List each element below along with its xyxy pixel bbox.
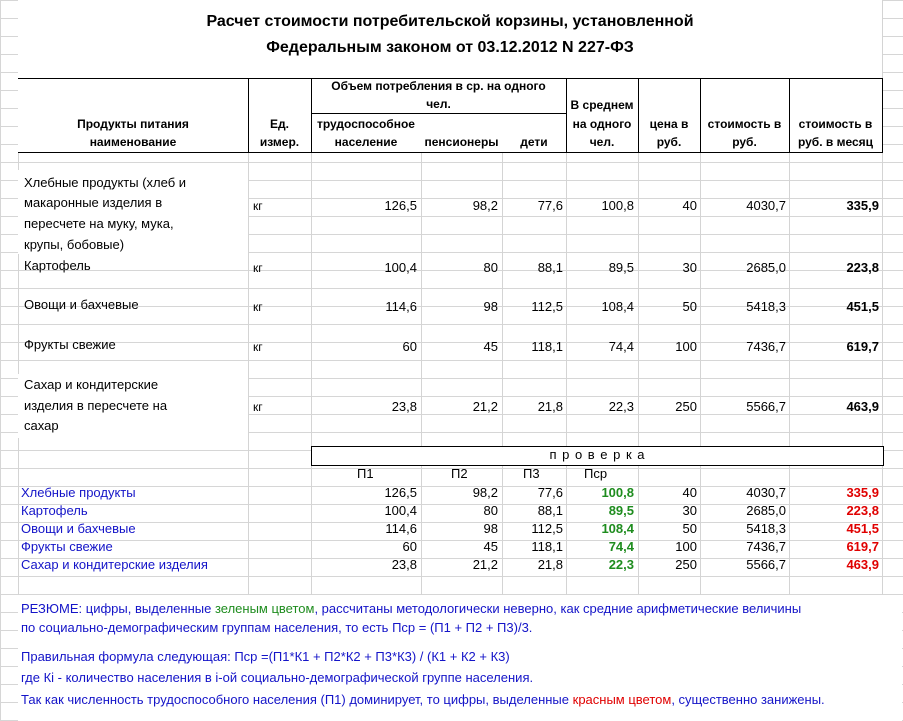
check-row-cost: 5566,7	[746, 557, 786, 572]
row-avg: 22,3	[608, 399, 634, 414]
row-name-line: изделия в пересчете на	[24, 398, 168, 413]
check-row-name: Фрукты свежие	[21, 539, 113, 554]
check-row-name: Овощи и бахчевые	[21, 521, 136, 536]
check-row-price: 50	[682, 521, 697, 536]
row-name-line: крупы, бобовые)	[24, 237, 125, 252]
resume-line-1: РЕЗЮМЕ: цифры, выделенные зеленым цветом, рассчитаны методологически неверно, как средние арифметические величины	[21, 601, 802, 616]
row-avg: 100,8	[601, 198, 634, 213]
row-unit: кг	[253, 340, 263, 354]
resume-line-2: по социально-демографическим группам населения, то есть Пср = (П1 + П2 + П3)/3.	[21, 620, 533, 635]
row-avg: 108,4	[601, 299, 634, 314]
header-avg-line3: чел.	[589, 135, 615, 149]
check-row-cost: 4030,7	[746, 485, 786, 500]
row-cost: 2685,0	[746, 260, 786, 275]
row-name-line: макаронные изделия в	[24, 195, 163, 210]
row-p3: 77,6	[537, 198, 563, 213]
check-col-p3: П3	[523, 466, 540, 481]
check-row-p3: 118,1	[531, 539, 563, 554]
row-name-line: пересчете на муку, мука,	[24, 216, 174, 231]
row-avg: 89,5	[608, 260, 634, 275]
check-row-p1: 60	[402, 539, 417, 554]
header-avg-line2: на одного	[572, 117, 632, 131]
check-col-p2: П2	[451, 466, 468, 481]
check-title: п р о в е р к а	[549, 447, 646, 462]
row-name-line: сахар	[24, 418, 59, 433]
row-p1: 100,4	[384, 260, 417, 275]
row-name-line: Картофель	[24, 258, 91, 273]
row-name-line: Хлебные продукты (хлеб и	[24, 175, 187, 190]
check-row-p1: 100,4	[384, 503, 417, 518]
row-name-line: Фрукты свежие	[24, 337, 116, 352]
check-row-p3: 21,8	[537, 557, 563, 572]
check-row-cost: 7436,7	[746, 539, 786, 554]
check-row-p2: 45	[483, 539, 498, 554]
check-row-p1: 126,5	[384, 485, 417, 500]
header-pensioners: пенсионеры	[424, 135, 499, 149]
check-col-avg: Пср	[584, 466, 608, 481]
resume-green-text: зеленым цветом	[214, 601, 315, 616]
check-row-month: 451,5	[846, 521, 879, 536]
row-month: 451,5	[846, 299, 879, 314]
row-p3: 21,8	[537, 399, 563, 414]
check-row-p2: 21,2	[472, 557, 498, 572]
check-row-avg: 74,4	[608, 539, 634, 554]
header-children: дети	[520, 135, 548, 149]
header-unit-line1: Ед.	[270, 117, 289, 131]
row-p2: 98,2	[472, 198, 498, 213]
row-avg: 74,4	[608, 339, 634, 354]
row-price: 50	[682, 299, 697, 314]
check-row-cost: 5418,3	[746, 521, 786, 536]
header-unit-line2: измер.	[259, 135, 300, 149]
title-line-2: Федеральным законом от 03.12.2012 N 227-ФЗ	[266, 39, 634, 56]
check-col-p1: П1	[357, 466, 374, 481]
formula-note: Правильная формула следующая: Пср =(П1*К1 + П2*К2 + П3*К3) / (К1 + К2 + К3)	[21, 649, 510, 664]
check-row-month: 619,7	[846, 539, 879, 554]
row-price: 100	[675, 339, 697, 354]
check-row-price: 100	[675, 539, 697, 554]
header-price-line1: цена в	[649, 117, 689, 131]
check-row-avg: 108,4	[601, 521, 634, 536]
header-avg-line1: В среднем	[570, 98, 634, 112]
check-row-p3: 112,5	[531, 521, 563, 536]
check-row-name: Картофель	[21, 503, 88, 518]
check-row-p3: 77,6	[537, 485, 563, 500]
header-volume-line1: Объем потребления в ср. на одного	[331, 79, 546, 93]
final-red-text: красным цветом	[572, 692, 672, 707]
check-row-name: Сахар и кондитерские изделия	[21, 557, 208, 572]
row-month: 619,7	[846, 339, 879, 354]
row-cost: 4030,7	[746, 198, 786, 213]
final-note: Так как численность трудоспособного населения (П1) доминирует, то цифры, выделенные красным цветом, существенно занижены.	[21, 692, 825, 707]
check-row-month: 335,9	[846, 485, 879, 500]
row-month: 335,9	[846, 198, 879, 213]
check-row-p3: 88,1	[537, 503, 563, 518]
row-month: 223,8	[846, 260, 879, 275]
row-cost: 5418,3	[746, 299, 786, 314]
check-row-price: 30	[682, 503, 697, 518]
check-row-p1: 114,6	[385, 521, 417, 536]
row-price: 40	[682, 198, 697, 213]
row-unit: кг	[253, 300, 263, 314]
row-name-line: Овощи и бахчевые	[24, 297, 139, 312]
header-cost-line2: руб.	[732, 135, 757, 149]
check-row-avg: 89,5	[608, 503, 634, 518]
row-p3: 88,1	[537, 260, 563, 275]
header-month-line1: стоимость в	[798, 117, 873, 131]
row-p3: 118,1	[531, 339, 563, 354]
header-product-line1: Продукты питания	[77, 117, 189, 131]
row-month: 463,9	[846, 399, 879, 414]
row-cost: 7436,7	[746, 339, 786, 354]
check-row-name: Хлебные продукты	[21, 485, 136, 500]
check-row-p2: 98,2	[472, 485, 498, 500]
header-working-line2: население	[334, 135, 398, 149]
header-price-line2: руб.	[656, 135, 682, 149]
row-p2: 80	[483, 260, 498, 275]
header-month-line2: руб. в месяц	[797, 135, 874, 149]
row-price: 250	[675, 399, 697, 414]
header-volume-line2: чел.	[426, 97, 451, 111]
row-p2: 45	[483, 339, 498, 354]
check-row-p2: 98	[483, 521, 498, 536]
row-unit: кг	[253, 261, 263, 275]
row-unit: кг	[253, 400, 263, 414]
row-name-line: Сахар и кондитерские	[24, 377, 159, 392]
row-p3: 112,5	[531, 299, 563, 314]
header-cost-line1: стоимость в	[707, 117, 782, 131]
check-row-price: 40	[682, 485, 697, 500]
header-product-line2: наименование	[89, 135, 177, 149]
row-price: 30	[682, 260, 697, 275]
title-line-1: Расчет стоимости потребительской корзины, установленной	[206, 13, 694, 30]
row-p2: 98	[483, 299, 498, 314]
check-row-month: 463,9	[846, 557, 879, 572]
row-p1: 23,8	[391, 399, 417, 414]
row-unit: кг	[253, 199, 263, 213]
row-p1: 60	[402, 339, 417, 354]
check-row-price: 250	[675, 557, 697, 572]
check-row-cost: 2685,0	[746, 503, 786, 518]
row-p1: 114,6	[385, 299, 417, 314]
where-note: где Кi - количество населения в i-ой социально-демографической группе населения.	[21, 670, 534, 685]
row-p1: 126,5	[384, 198, 417, 213]
check-row-avg: 100,8	[601, 485, 634, 500]
row-cost: 5566,7	[746, 399, 786, 414]
check-row-month: 223,8	[846, 503, 879, 518]
check-row-p2: 80	[483, 503, 498, 518]
check-row-p1: 23,8	[391, 557, 417, 572]
check-row-avg: 22,3	[608, 557, 634, 572]
header-working-line1: трудоспособное	[317, 117, 415, 131]
row-p2: 21,2	[472, 399, 498, 414]
